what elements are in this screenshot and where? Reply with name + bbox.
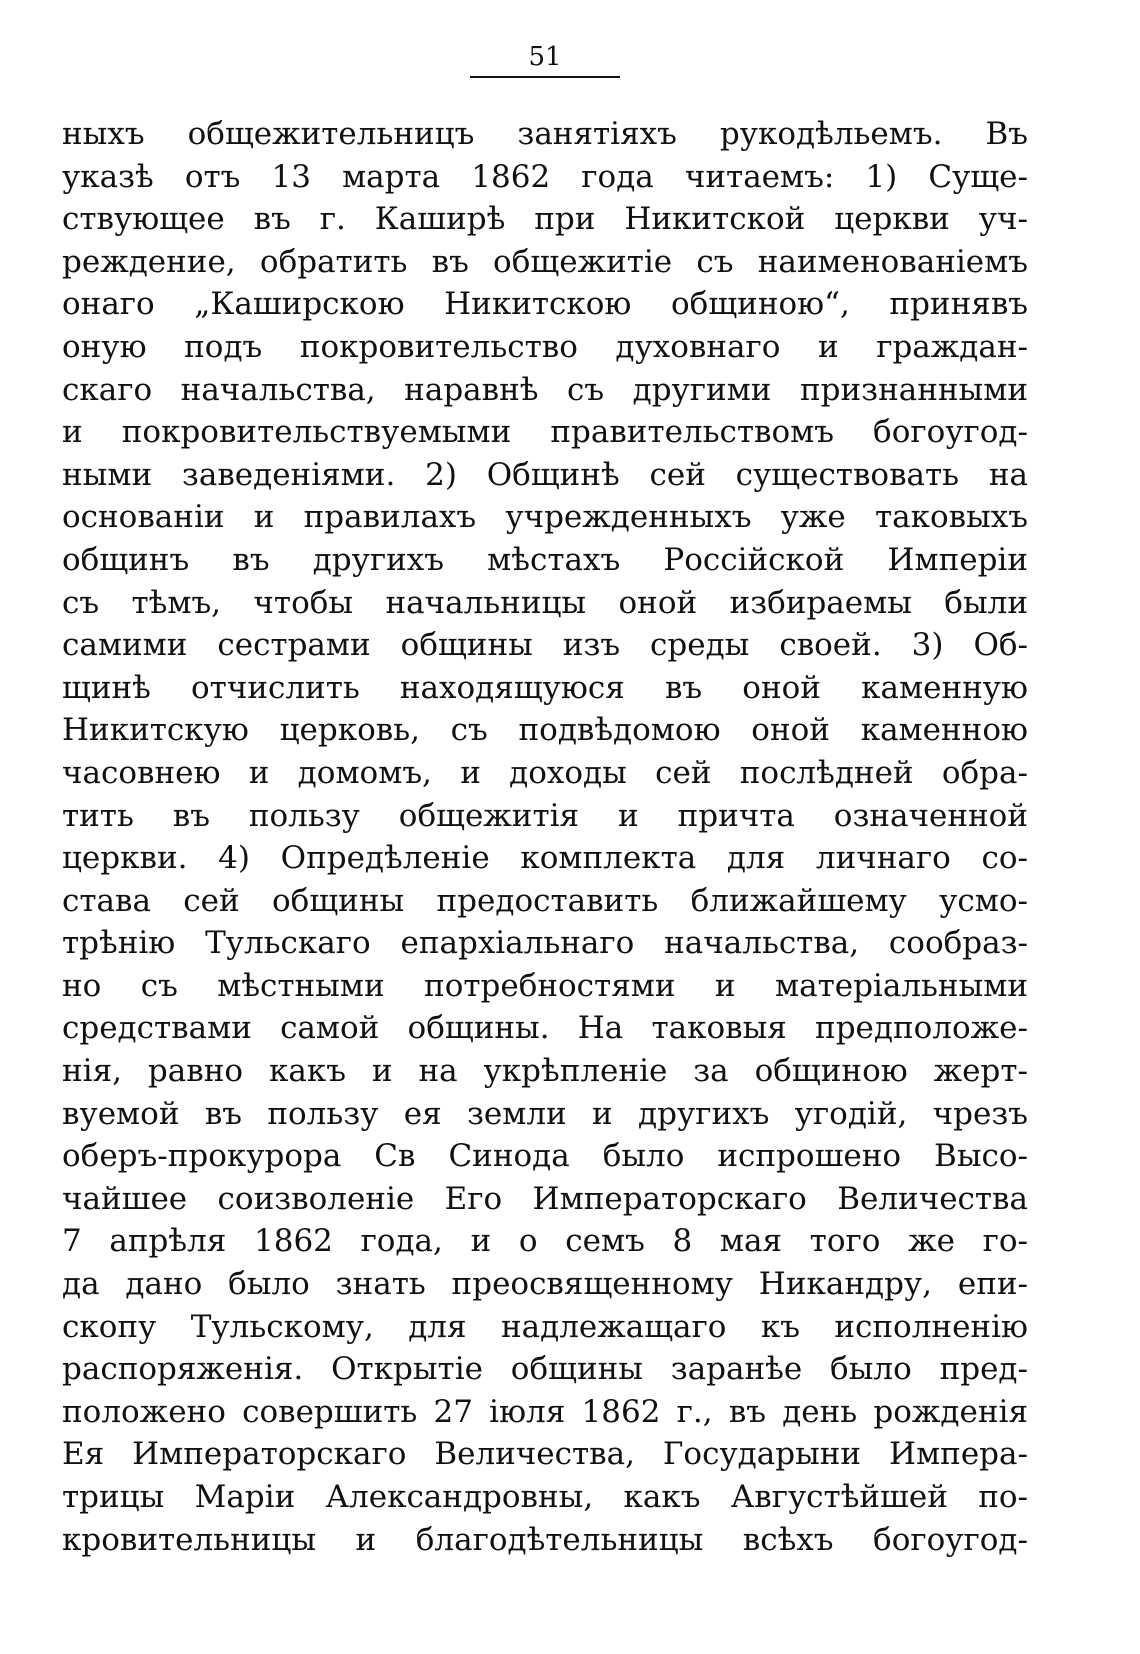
text-line: реждение, обратить въ общежитіе съ наименованіемъ	[62, 243, 1028, 280]
text-line: ныхъ общежительницъ занятіяхъ рукодѣльемъ. Въ	[62, 116, 1028, 152]
text-line: оную подъ покровительство духовнаго и граждан-	[62, 328, 1028, 365]
text-line: общинъ въ другихъ мѣстахъ Россійской Имперіи	[62, 541, 1028, 578]
text-line: чайшее соизволеніе Его Императорскаго Величества	[62, 1180, 1028, 1217]
text-line: часовнею и домомъ, и доходы сей послѣдней обра-	[62, 754, 1028, 791]
text-line: щинѣ отчислить находящуюся въ оной каменную	[62, 669, 1028, 706]
text-line: указѣ отъ 13 марта 1862 года читаемъ: 1) Суще-	[62, 158, 1028, 195]
text-line: оберъ-прокурора Св Синода было испрошено Высо-	[62, 1138, 1028, 1175]
text-line: да дано было знать преосвященному Никандру, епи-	[62, 1266, 1028, 1303]
text-line: положено совершить 27 іюля 1862 г., въ день рожденія	[62, 1393, 1028, 1430]
text-line: вуемой въ пользу ея земли и другихъ угодій, чрезъ	[62, 1095, 1028, 1132]
text-line: кровительницы и благодѣтельницы всѣхъ богоугод-	[62, 1521, 1028, 1558]
text-line: 7 апрѣля 1862 года, и о семъ 8 мая того же го-	[62, 1223, 1028, 1260]
text-line: распоряженія. Открытіе общины заранѣе было пред-	[62, 1351, 1028, 1388]
page-number: 51	[528, 42, 562, 72]
text-line: ными заведеніями. 2) Общинѣ сей существовать на	[62, 456, 1028, 493]
text-line: става сей общины предоставить ближайшему усмо-	[62, 882, 1028, 919]
text-line: церкви. 4) Опредѣленіе комплекта для личнаго со-	[62, 840, 1028, 877]
text-line: трицы Маріи Александровны, какъ Августѣйшей по-	[62, 1479, 1028, 1515]
text-line: ствующее въ г. Каширѣ при Никитской церкви уч-	[62, 201, 1028, 238]
text-line: средствами самой общины. На таковыя предположе-	[62, 1010, 1028, 1047]
text-line: Ея Императорскаго Величества, Государыни Импера-	[62, 1436, 1028, 1473]
text-line: съ тѣмъ, чтобы начальницы оной избираемы были	[62, 584, 1028, 621]
text-line: Никитскую церковь, съ подвѣдомою оной каменною	[62, 712, 1028, 749]
body-text	[62, 113, 1028, 1561]
text-line: но съ мѣстными потребностями и матеріальными	[62, 967, 1028, 1004]
text-line: скопу Тульскому, для надлежащаго къ исполненію	[62, 1308, 1028, 1345]
text-line: скаго начальства, наравнѣ съ другими признанными	[62, 371, 1028, 408]
text-line: и покровительствуемыми правительствомъ богоугод-	[62, 414, 1028, 451]
text-line: основаніи и правилахъ учрежденныхъ уже таковыхъ	[62, 499, 1028, 536]
header-rule	[470, 76, 620, 78]
text-line: нія, равно какъ и на укрѣпленіе за общиною жерт-	[62, 1053, 1028, 1090]
text-line: тить въ пользу общежитія и причта означенной	[62, 797, 1028, 834]
text-line: самими сестрами общины изъ среды своей. 3) Об-	[62, 627, 1028, 664]
text-line: трѣнію Тульскаго епархіальнаго начальства, сообраз-	[62, 925, 1028, 962]
text-line: онаго „Каширскою Никитскою общиною“, принявъ	[62, 286, 1028, 323]
